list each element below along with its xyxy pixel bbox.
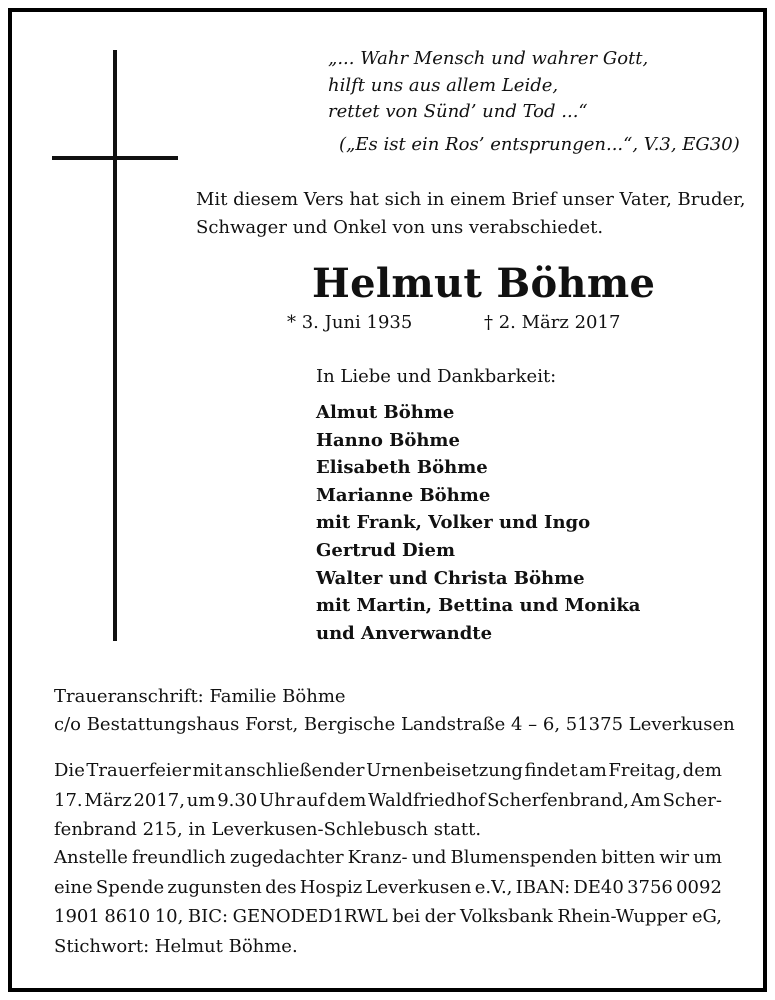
verse-line: „... Wahr Mensch und wahrer Gott, — [328, 48, 649, 69]
cross-horizontal-bar — [52, 156, 178, 160]
intro-line: Schwager und Onkel von uns verabschiedet. — [196, 217, 604, 238]
verse-source: („Es ist ein Ros’ entsprungen...“, V.3, EG30) — [339, 134, 740, 155]
death-date: † 2. März 2017 — [484, 312, 621, 333]
verse-quote — [328, 46, 648, 126]
donation-line: eine Spende zugunsten des Hospiz Leverkusen e.V., IBAN: DE40 3756 0092 — [54, 876, 722, 898]
intro-text — [196, 186, 746, 242]
mourner-name: Marianne Böhme — [316, 484, 491, 506]
mourner-name: Almut Böhme — [316, 402, 455, 423]
mourner-name: mit Frank, Volker und Ingo — [316, 512, 591, 534]
mourners-list — [316, 399, 640, 647]
donation-line: Anstelle freundlich zugedachter Kranz- und Blumenspenden bitten wir um — [54, 847, 722, 868]
address-line: Traueranschrift: Familie Böhme — [54, 686, 346, 707]
mourner-name: Hanno Böhme — [316, 429, 460, 451]
mourner-name: Elisabeth Böhme — [316, 457, 488, 479]
verse-line: rettet von Sünd’ und Tod ...“ — [328, 101, 588, 122]
mourner-name: mit Martin, Bettina und Monika — [316, 595, 641, 617]
address-line: c/o Bestattungshaus Forst, Bergische Landstraße 4 – 6, 51375 Leverkusen — [54, 714, 735, 735]
mourner-name: Walter und Christa Böhme — [316, 567, 585, 589]
funeral-line: Die Trauerfeier mit anschließender Urnenbeisetzung findet am Freitag, dem — [54, 760, 722, 781]
mourner-name: und Anverwandte — [316, 622, 493, 644]
birth-date: * 3. Juni 1935 — [287, 312, 413, 333]
funeral-paragraph — [54, 756, 722, 845]
dedication-line: In Liebe und Dankbarkeit: — [316, 366, 557, 387]
mourner-name: Gertrud Diem — [316, 539, 455, 561]
donation-line: Stichwort: Helmut Böhme. — [54, 935, 298, 957]
verse-line: hilft uns aus allem Leide, — [328, 74, 559, 96]
funeral-line: 17. März 2017, um 9.30 Uhr auf dem Waldfriedhof Scherfenbrand, Am Scher- — [54, 789, 722, 811]
deceased-name: Helmut Böhme — [312, 260, 656, 307]
mourning-address — [54, 683, 735, 739]
funeral-line: fenbrand 215, in Leverkusen-Schlebusch statt. — [54, 819, 482, 840]
cross-vertical-bar — [113, 50, 117, 641]
donation-paragraph — [54, 843, 722, 961]
intro-line: Mit diesem Vers hat sich in einem Brief unser Vater, Bruder, — [196, 189, 746, 210]
donation-line: 1901 8610 10, BIC: GENODED1RWL bei der Volksbank Rhein-Wupper eG, — [54, 906, 722, 927]
